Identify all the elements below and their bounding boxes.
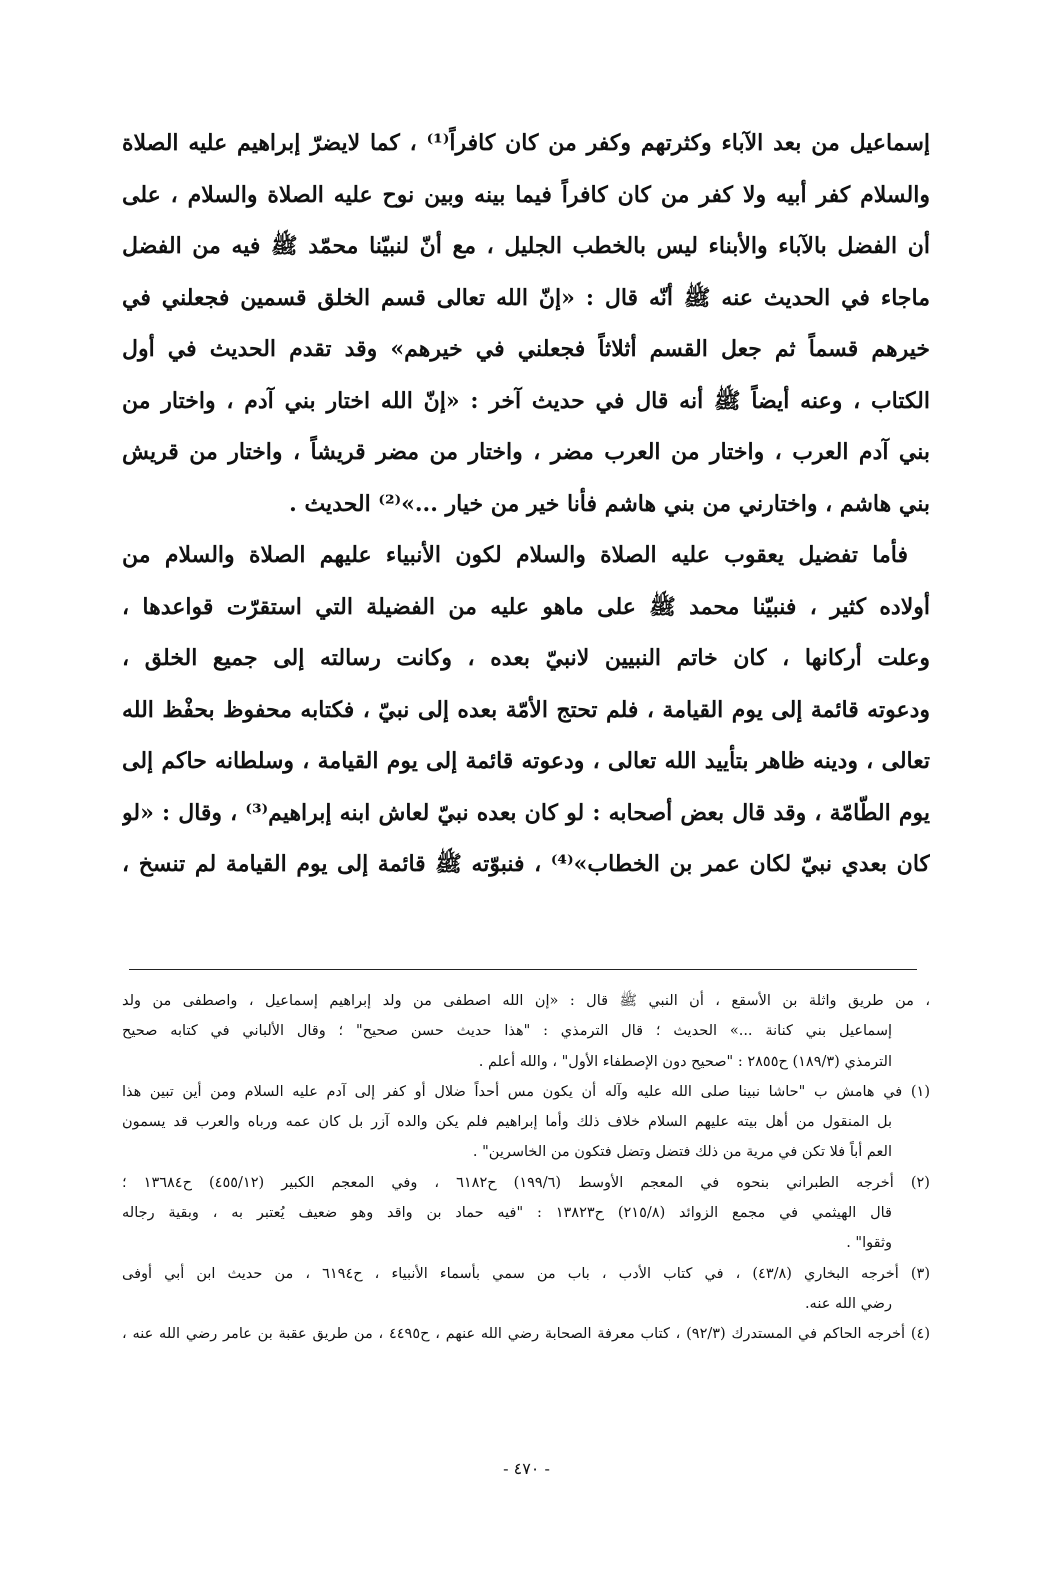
footnotes-block (122, 986, 930, 1350)
main-text-line: خيرهم قسماً ثم جعل القسم أثلاثاً فجعلني في خيرهم» وقد تقدم الحديث في أول (122, 336, 930, 362)
main-text-line: إسماعيل من بعد الآباء وكثرتهم وكفر من كان كافراً⁽¹⁾ ، كما لايضرّ إبراهيم عليه الصلاة (122, 130, 930, 156)
footnote-line: إسماعيل بني كنانة ...» الحديث ؛ قال الترمذي : "هذا حديث حسن صحيح" ؛ وقال الألباني في كتابه صحيح (122, 1023, 892, 1040)
main-text-line: ماجاء في الحديث عنه ﷺ أنّه قال : «إنّ الله تعالى قسم الخلق قسمين فجعلني في (122, 284, 930, 311)
main-text-line: كان بعدي نبيّ لكان عمر بن الخطاب»⁽⁴⁾ ، فنبوّته ﷺ قائمة إلى يوم القيامة لم تنسخ ، (122, 851, 930, 877)
main-text-line: أن الفضل بالآباء والأبناء ليس بالخطب الجليل ، مع أنّ لنبيّنا محمّد ﷺ فيه من الفضل (122, 233, 930, 259)
main-text-line: تعالى ، ودينه ظاهر بتأييد الله تعالى ، ودعوته قائمة إلى يوم القيامة ، وسلطانه حاكم إلى (122, 748, 930, 774)
main-text-line: يوم الطّامّة ، وقد قال بعض أصحابه : لو كان بعده نبيّ لعاش ابنه إبراهيم⁽³⁾ ، وقال : «لو (122, 799, 930, 826)
main-text-line: بني آدم العرب ، واختار من العرب مضر ، واختار من مضر قريشاً ، واختار من قريش (122, 439, 930, 465)
main-text-line: والسلام كفر أبيه ولا كفر من كان كافراً فيما بينه وبين نوح عليه الصلاة والسلام ، على (122, 181, 930, 208)
footnote-line: قال الهيثمي في مجمع الزوائد (٢١٥/٨) ح١٣٨٢٣ : "فيه حماد بن واقد وهو ضعيف يُعتبر به ، وبقية رجاله (122, 1205, 892, 1222)
main-text-line: الكتاب ، وعنه أيضاً ﷺ أنه قال في حديث آخر : «إنّ الله اختار بني آدم ، واختار من (122, 387, 930, 414)
page-number: - ٤٧٠ - (503, 1459, 550, 1478)
main-text-line: وعلت أركانها ، كان خاتم النبيين لانبيّ بعده ، وكانت رسالته إلى جميع الخلق ، (122, 645, 930, 671)
main-text-line: فأما تفضيل يعقوب عليه الصلاة والسلام لكون الأنبياء عليهم الصلاة والسلام من (122, 542, 908, 568)
footnote-line: (١) في هامش ب "حاشا نبينا صلى الله عليه وآله أن يكون مس أحداً ضلال أو كفر إلى آدم عليه السلام ومن أين تبين هذا (122, 1083, 930, 1100)
main-text-line: بني هاشم ، واختارني من بني هاشم فأنا خير من خيار ...»⁽²⁾ الحديث . (289, 490, 930, 517)
footnote-line: وثقوا" . (846, 1235, 892, 1252)
main-text-line: ودعوته قائمة إلى يوم القيامة ، فلم تحتج الأمّة بعده إلى نبيّ ، فكتابه محفوظ بحفْظ الله (122, 696, 930, 723)
main-text-block (122, 118, 930, 891)
footnote-line: رضي الله عنه. (804, 1295, 892, 1312)
footnote-line: الترمذي (١٨٩/٣) ح٢٨٥٥ : "صحيح دون الإصطفاء الأول" ، والله أعلم . (478, 1053, 892, 1070)
footnote-line: (٢) أخرجه الطبراني بنحوه في المعجم الأوسط (١٩٩/٦) ح٦١٨٢ ، وفي المعجم الكبير (٤٥٥/١٢) ح١٣٦٨٤ ؛ (122, 1174, 930, 1191)
footnote-line: العم أباً فلا تكن في مرية من ذلك فتضل وتضل فتكون من الخاسرين" . (472, 1144, 892, 1161)
footnote-line: (٤) أخرجه الحاكم في المستدرك (٩٢/٣) ، كتاب معرفة الصحابة رضي الله عنهم ، ح٤٤٩٥ ، من طريق عقبة بن عامر رضي الله عنه ، (122, 1326, 930, 1343)
main-text-line: أولاده كثير ، فنبيّنا محمد ﷺ على ماهو عليه من الفضيلة التي استقرّت قواعدها ، (122, 593, 930, 620)
footnote-separator (129, 969, 917, 970)
footnote-line: بل المنقول من أهل بيته عليهم السلام خلاف ذلك وأما إبراهيم فلم يكن والده آزر بل كان عمه ورباه والعرب قد يسمون (122, 1114, 892, 1131)
footnote-line: (٣) أخرجه البخاري (٤٣/٨) ، في كتاب الأدب ، باب من سمي بأسماء الأنبياء ، ح٦١٩٤ ، من حديث ابن أبي أوفى (122, 1265, 930, 1282)
footnote-line: ، من طريق واثلة بن الأسقع ، أن النبي ﷺ قال : «إن الله اصطفى من ولد إبراهيم إسماعيل ، واصطفى من ولد (122, 993, 930, 1009)
